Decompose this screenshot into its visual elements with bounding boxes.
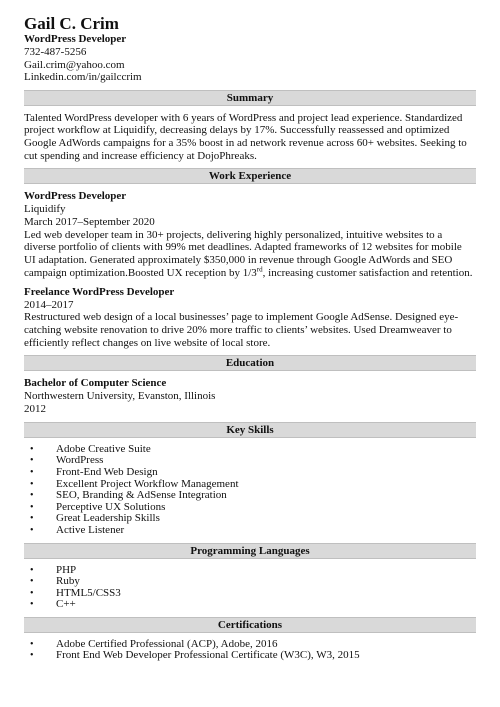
- experience-heading: Work Experience: [24, 168, 476, 184]
- list-item: • HTML5/CSS3: [24, 588, 476, 600]
- languages-list: [24, 565, 476, 611]
- languages-heading: Programming Languages: [24, 543, 476, 559]
- list-item: • Excellent Project Workflow Management: [24, 479, 476, 491]
- header: [24, 14, 476, 84]
- list-item: • Front-End Web Design: [24, 467, 476, 479]
- certifications-heading: Certifications: [24, 617, 476, 633]
- phone: 732-487-5256: [24, 46, 87, 58]
- list-item: • PHP: [24, 565, 476, 577]
- certifications-list: [24, 639, 476, 662]
- job-description: Restructured web design of a local businesses’ page to implement Google AdSense. Designed eye-catching website renovation to drive 20% more traffic to clients’ websites. Used Dreamweaver to efficiently reflect changes on live website of local store.: [24, 311, 459, 349]
- job-entry: [24, 190, 476, 279]
- job-description: [24, 229, 476, 280]
- skills-list: [24, 444, 476, 537]
- education-heading: Education: [24, 355, 476, 371]
- job-description-part: Led web developer team in 30+ projects, delivering highly personalized, intuitive websites to a diverse portfolio of clients with 99% met deadlines. Adapted frameworks of 12 websites for mobile UI adaptation. Generated approximately $350,000 in revenue through Google AdWords and SEO campaign optimization.Boosted UX reception by 1/3: [24, 228, 462, 279]
- list-item: • Adobe Creative Suite: [24, 444, 476, 456]
- list-item: • Great Leadership Skills: [24, 513, 476, 525]
- list-item: • SEO, Branding & AdSense Integration: [24, 490, 476, 502]
- job-title: Freelance WordPress Developer: [24, 285, 175, 298]
- job-dates: 2014–2017: [24, 298, 74, 311]
- candidate-name: Gail C. Crim: [24, 14, 119, 33]
- job-dates: March 2017–September 2020: [24, 216, 155, 229]
- summary-text: Talented WordPress developer with 6 years of WordPress and project lead experience. Standardized project workflow at Liquidify, decreasing delays by 17%. Successfully reassessed and optimized Google AdWords campaigns for a 35% boost in ad network revenue across 60+ websites. Seeking to cut spending and increase efficiency at DojoPhreaks.: [24, 111, 467, 162]
- list-item: • Front End Web Developer Professional Certificate (W3C), W3, 2015: [24, 650, 476, 662]
- skills-heading: Key Skills: [24, 422, 476, 438]
- list-item: • WordPress: [24, 455, 476, 467]
- degree: Bachelor of Computer Science: [24, 377, 167, 390]
- job-title: WordPress Developer: [24, 190, 127, 203]
- list-item: • Perceptive UX Solutions: [24, 502, 476, 514]
- graduation-year: 2012: [24, 403, 46, 416]
- summary-heading: Summary: [24, 90, 476, 106]
- experience-list: [24, 190, 476, 349]
- list-item: • C++: [24, 599, 476, 611]
- email: Gail.crim@yahoo.com: [24, 58, 125, 71]
- list-item: • Active Listener: [24, 525, 476, 537]
- ordinal-suffix: rd: [256, 265, 263, 274]
- candidate-title: WordPress Developer: [24, 33, 127, 45]
- job-description-part: , increasing customer satisfaction and retention.: [262, 266, 473, 279]
- job-company: Liquidify: [24, 203, 66, 216]
- job-entry: [24, 286, 476, 350]
- list-item: • Adobe Certified Professional (ACP), Adobe, 2016: [24, 639, 476, 651]
- linkedin: Linkedin.com/in/gailccrim: [24, 71, 142, 83]
- education-entry: [24, 377, 476, 415]
- school: Northwestern University, Evanston, Illinois: [24, 390, 216, 403]
- list-item: • Ruby: [24, 576, 476, 588]
